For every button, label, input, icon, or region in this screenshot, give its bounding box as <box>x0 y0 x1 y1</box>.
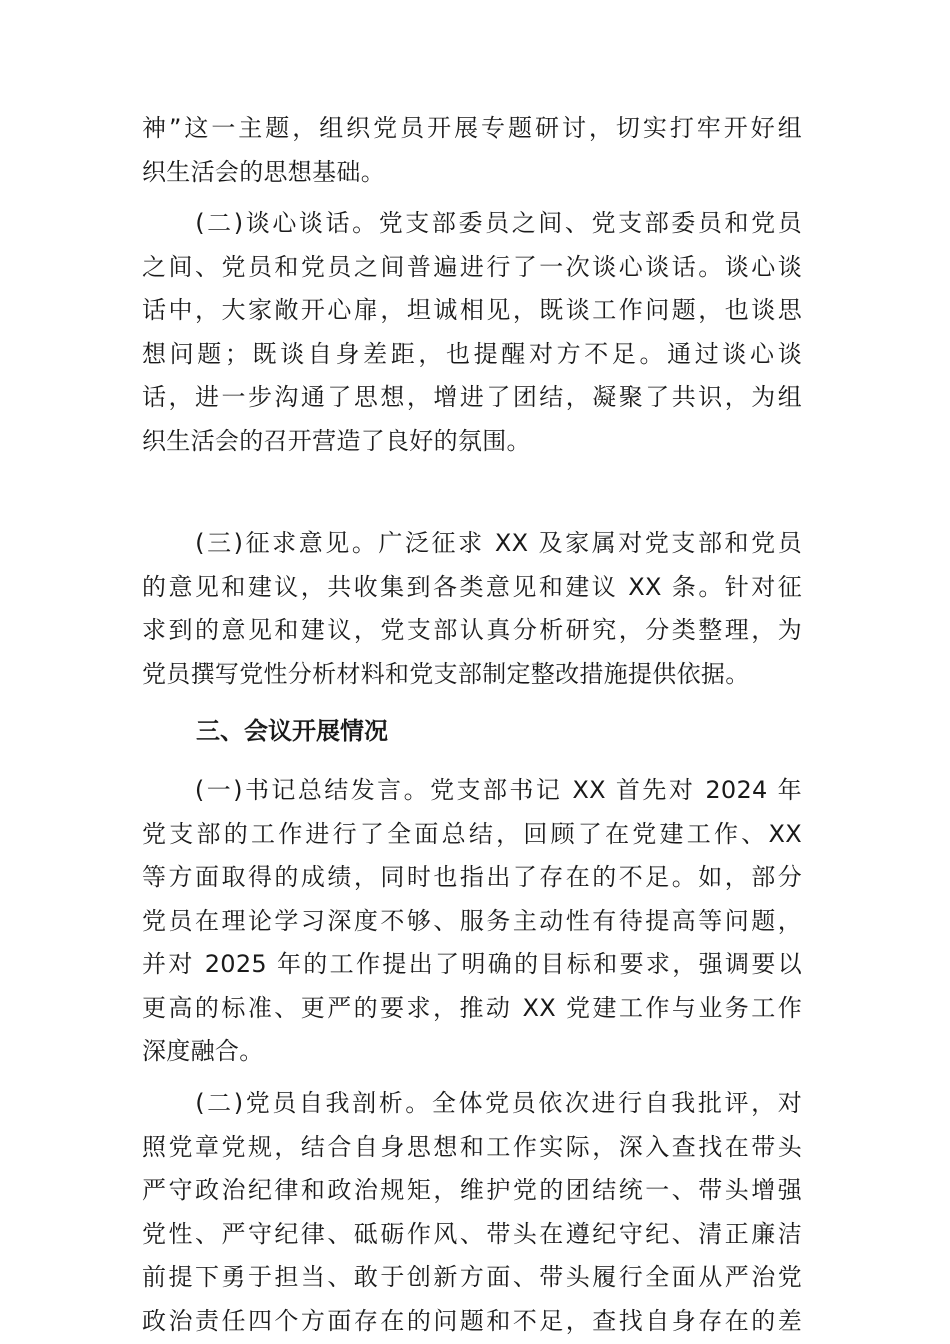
text-line: 之间、党员和党员之间普遍进行了一次谈心谈话。谈心谈 <box>142 252 802 281</box>
text-line: 照党章党规，结合自身思想和工作实际，深入查找在带头 <box>142 1132 802 1161</box>
paragraph-3 <box>142 522 802 696</box>
text-line: 的意见和建议，共收集到各类意见和建议 XX 条。针对征 <box>142 572 802 601</box>
text-line: 更高的标准、更严的要求，推动 XX 党建工作与业务工作 <box>142 993 802 1022</box>
text-line: 求到的意见和建议，党支部认真分析研究，分类整理，为 <box>142 616 802 644</box>
text-line: 并对 2025 年的工作提出了明确的目标和要求，强调要以 <box>142 950 802 978</box>
paragraph-4 <box>142 769 802 1074</box>
text-line: 话中，大家敞开心扉，坦诚相见，既谈工作问题，也谈思 <box>142 296 802 324</box>
text-line: 等方面取得的成绩，同时也指出了存在的不足。如，部分 <box>142 863 802 891</box>
text-line: 深度融合。 <box>142 1037 264 1065</box>
text-line: (二)谈心谈话。党支部委员之间、党支部委员和党员 <box>142 209 802 237</box>
text-line: 想问题；既谈自身差距，也提醒对方不足。通过谈心谈 <box>142 339 802 368</box>
paragraph-5 <box>142 1082 802 1343</box>
text-line: (一)书记总结发言。党支部书记 XX 首先对 2024 年 <box>142 776 802 804</box>
text-line: 党员撰写党性分析材料和党支部制定整改措施提供依据。 <box>142 659 750 688</box>
paragraph-2 <box>142 202 802 463</box>
text-line: 党支部的工作进行了全面总结，回顾了在党建工作、XX <box>142 819 802 848</box>
text-line: 前提下勇于担当、敢于创新方面、带头履行全面从严治党 <box>142 1263 802 1291</box>
text-line: 党员在理论学习深度不够、服务主动性有待提高等问题， <box>142 906 802 935</box>
paragraph-1 <box>142 107 802 194</box>
text-line: (三)征求意见。广泛征求 XX 及家属对党支部和党员 <box>142 529 802 557</box>
text-line: 织生活会的思想基础。 <box>142 157 385 186</box>
text-line: 话，进一步沟通了思想，增进了团结，凝聚了共识，为组 <box>142 383 802 411</box>
text-line: 政治责任四个方面存在的问题和不足，查找自身存在的差 <box>142 1306 802 1335</box>
text-line: 严守政治纪律和政治规矩，维护党的团结统一、带头增强 <box>142 1176 802 1204</box>
text-line: 织生活会的召开营造了良好的氛围。 <box>142 426 531 455</box>
text-line: (二)党员自我剖析。全体党员依次进行自我批评，对 <box>142 1089 802 1117</box>
text-line: 党性、严守纪律、砥砺作风、带头在遵纪守纪、清正廉洁 <box>142 1219 802 1248</box>
text-line: 神”这一主题，组织党员开展专题研讨，切实打牢开好组 <box>142 114 802 142</box>
section-heading: 三、会议开展情况 <box>196 717 388 745</box>
